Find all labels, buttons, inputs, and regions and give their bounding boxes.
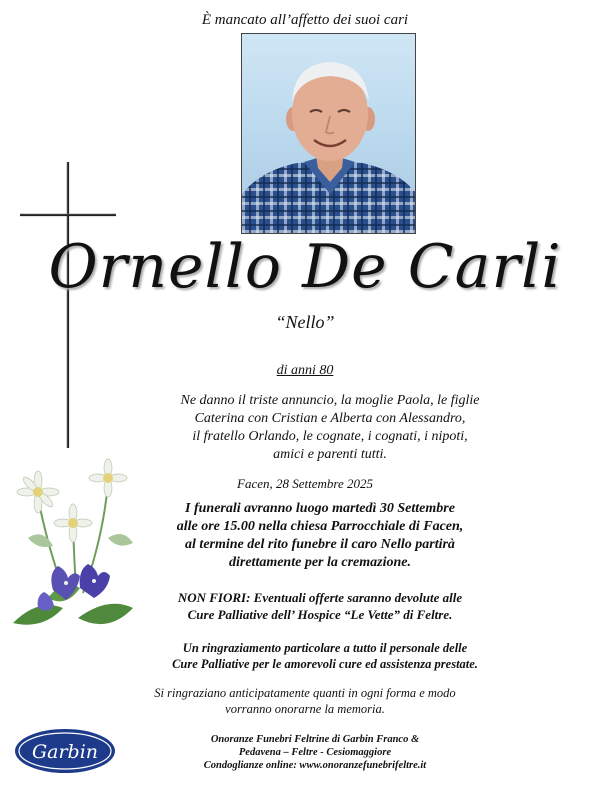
no-flowers-note [150,589,490,623]
announcement-line: amici e parenti tutti. [273,447,387,462]
funeral-details [150,500,490,572]
no-flowers-line: Cure Palliative dell’ Hospice “Le Vette” di Feltre. [187,607,453,622]
garbin-logo [13,727,117,775]
deceased-name: Ornello De Carli [48,232,562,302]
funeral-line: I funerali avranno luogo martedì 30 Settembre [185,501,455,516]
flowers-icon [8,458,143,638]
staff-thanks-line: Cure Palliative per le amorevoli cure ed assistenza prestate. [172,657,478,671]
announcement-line: il fratello Orlando, le cognate, i cognati, i nipoti, [192,429,468,444]
funeral-home-link[interactable]: Condoglianze online: www.onoranzefunebrifeltre.it [203,760,427,771]
staff-thanks-line: Un ringraziamento particolare a tutto il personale delle [182,641,468,655]
deceased-nickname: “Nello” [275,312,335,332]
funeral-home-line: Pedavena – Feltre - Cesiomaggiore [238,747,392,758]
cross-icon [18,160,118,450]
no-flowers-line: NON FIORI: Eventuali offerte saranno devolute alle [177,590,463,605]
staff-thanks [150,640,500,672]
funeral-line: alle ore 15.00 nella chiesa Parrocchiale di Facen, [176,519,464,534]
general-thanks [0,685,610,717]
general-thanks-line: vorranno onorarne la memoria. [225,702,385,716]
portrait-photo [241,33,416,234]
family-announcement [140,392,520,464]
logo-text: Garbin [31,741,99,763]
place-date: Facen, 28 Settembre 2025 [237,476,373,491]
funeral-line: direttamente per la cremazione. [229,555,411,570]
funeral-home-line: Onoranze Funebri Feltrine di Garbin Franco & [210,734,420,745]
deceased-age: di anni 80 [276,363,334,378]
funeral-home-info [150,733,480,772]
header-text: È mancato all’affetto dei suoi cari [201,12,409,28]
announcement-line: Ne danno il triste annuncio, la moglie Paola, le figlie [180,393,480,408]
announcement-line: Caterina con Cristian e Alberta con Alessandro, [194,411,466,426]
portrait-illustration [242,34,416,234]
funeral-line: al termine del rito funebre il caro Nello partirà [185,537,455,552]
general-thanks-line: Si ringraziano anticipatamente quanti in ogni forma e modo [154,686,456,700]
